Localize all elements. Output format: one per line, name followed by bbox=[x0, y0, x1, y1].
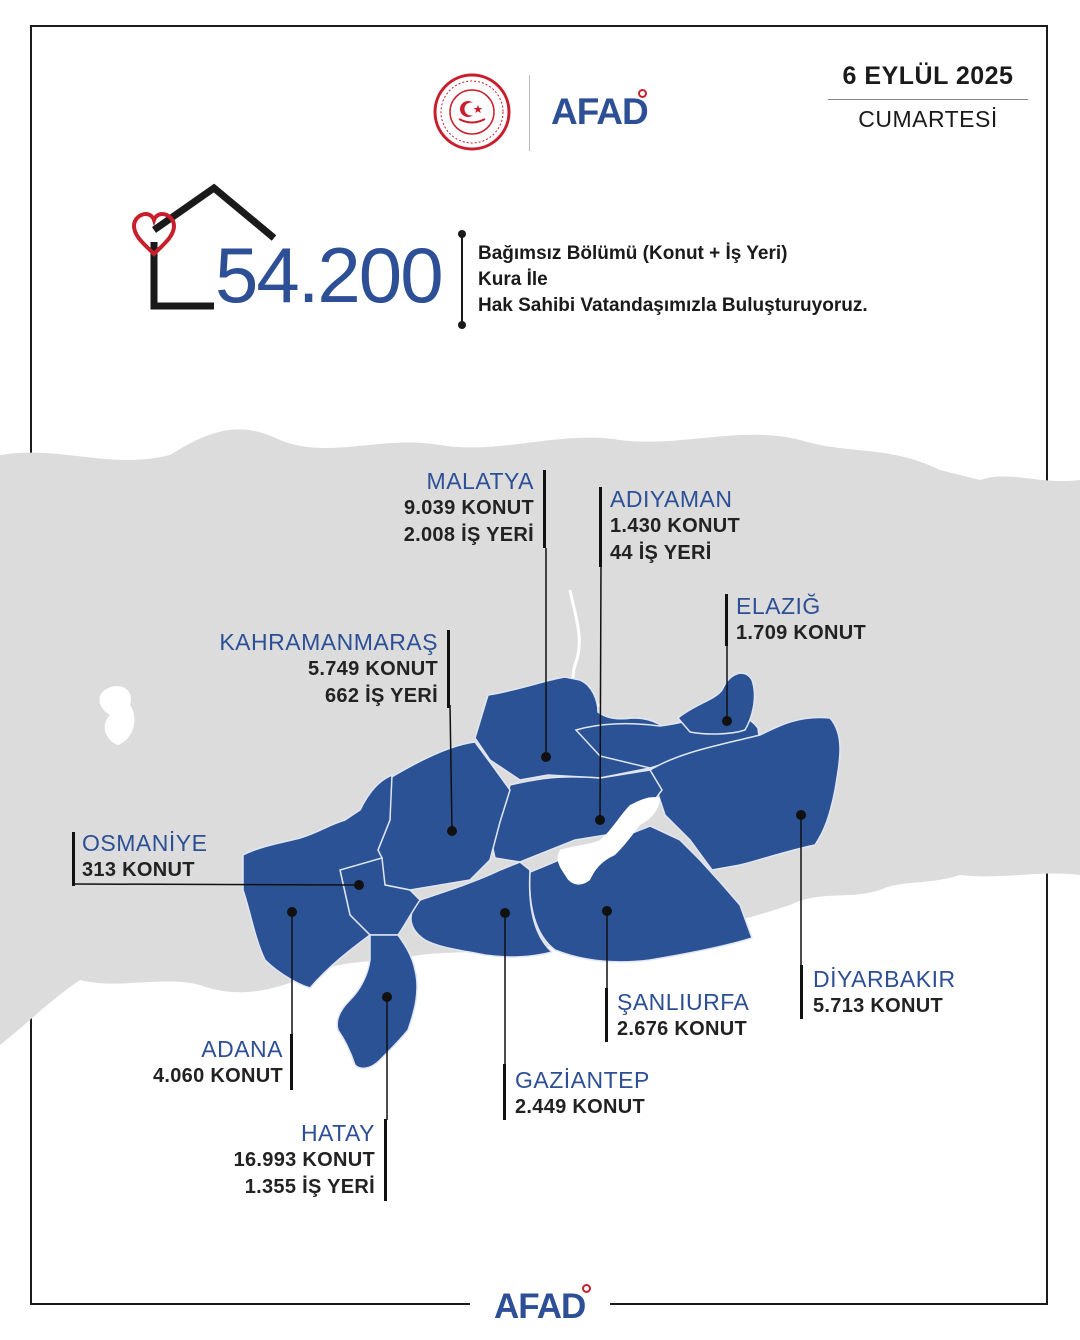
label-adiyaman bbox=[610, 486, 830, 567]
province-name: ŞANLIURFA bbox=[617, 989, 750, 1015]
konut-count: 16.993 KONUT bbox=[233, 1149, 375, 1171]
description-line-2: Kura İle bbox=[478, 269, 548, 290]
isyeri-count: 44 İŞ YERİ bbox=[610, 542, 712, 564]
label-bar-elazig bbox=[725, 594, 728, 646]
label-sanliurfa bbox=[617, 989, 817, 1043]
konut-count: 9.039 KONUT bbox=[403, 497, 534, 519]
leader-adiyaman bbox=[600, 565, 601, 820]
afad-logo: AFAD bbox=[551, 91, 648, 132]
label-bar-kahramanmaras bbox=[447, 630, 450, 708]
province-name: ADANA bbox=[201, 1036, 283, 1062]
province-name: KAHRAMANMARAŞ bbox=[219, 629, 438, 655]
description-line-1: Bağımsız Bölümü (Konut + İş Yeri) bbox=[478, 243, 788, 264]
label-bar-adana bbox=[290, 1034, 293, 1090]
total-count: 54.200 bbox=[215, 231, 442, 319]
province-name: DİYARBAKIR bbox=[813, 966, 956, 992]
footer-logo-mark-icon bbox=[582, 1284, 591, 1293]
label-hatay bbox=[170, 1120, 375, 1201]
province-name: ADIYAMAN bbox=[610, 486, 733, 512]
konut-count: 1.430 KONUT bbox=[610, 515, 741, 537]
province-name: ELAZIĞ bbox=[736, 593, 821, 619]
konut-count: 2.449 KONUT bbox=[515, 1096, 646, 1118]
konut-count: 5.713 KONUT bbox=[813, 995, 944, 1017]
isyeri-count: 2.008 İŞ YERİ bbox=[403, 524, 534, 546]
konut-count: 313 KONUT bbox=[82, 859, 195, 881]
label-bar-adiyaman bbox=[599, 487, 602, 567]
label-osmaniye bbox=[82, 830, 262, 884]
date-text: 6 EYLÜL 2025 bbox=[842, 62, 1014, 90]
label-bar-malatya bbox=[543, 470, 546, 548]
label-gaziantep bbox=[515, 1067, 715, 1121]
province-name: MALATYA bbox=[426, 468, 534, 494]
day-text: CUMARTESİ bbox=[858, 106, 998, 132]
label-bar-gaziantep bbox=[503, 1064, 506, 1120]
label-elazig bbox=[736, 593, 936, 647]
label-bar-sanliurfa bbox=[605, 988, 608, 1042]
footer-afad-logo: AFAD bbox=[494, 1287, 586, 1326]
konut-count: 5.749 KONUT bbox=[307, 658, 438, 680]
description-line-3: Hak Sahibi Vatandaşımızla Buluşturuyoruz. bbox=[478, 295, 868, 316]
label-bar-osmaniye bbox=[72, 832, 75, 886]
isyeri-count: 662 İŞ YERİ bbox=[325, 685, 438, 707]
label-malatya bbox=[330, 468, 534, 549]
province-name: OSMANİYE bbox=[82, 830, 208, 856]
label-diyarbakir bbox=[813, 966, 1013, 1020]
label-adana bbox=[100, 1036, 283, 1090]
konut-count: 2.676 KONUT bbox=[617, 1018, 748, 1040]
konut-count: 1.709 KONUT bbox=[736, 622, 867, 644]
label-bar-hatay bbox=[384, 1119, 387, 1201]
province-name: HATAY bbox=[300, 1120, 375, 1146]
province-name: GAZİANTEP bbox=[515, 1067, 650, 1093]
konut-count: 4.060 KONUT bbox=[152, 1065, 283, 1087]
isyeri-count: 1.355 İŞ YERİ bbox=[244, 1176, 375, 1198]
label-kahramanmaras bbox=[190, 629, 438, 710]
leader-osmaniye bbox=[74, 884, 359, 885]
